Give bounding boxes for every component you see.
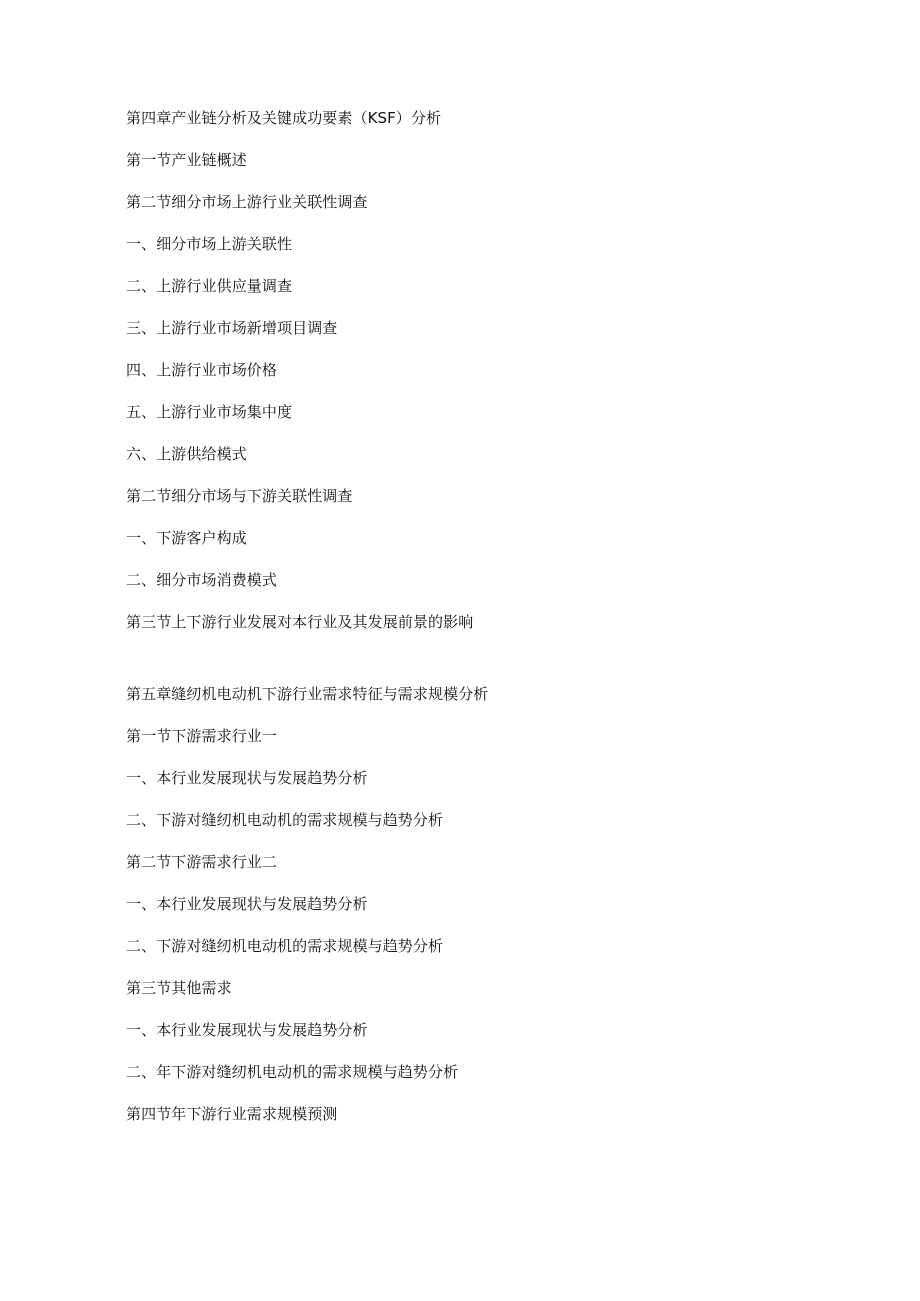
toc-line: 四、上游行业市场价格 [126, 361, 278, 379]
toc-line: 六、上游供给模式 [126, 445, 247, 463]
toc-line: 二、下游对缝纫机电动机的需求规模与趋势分析 [126, 811, 444, 829]
toc-line: 二、下游对缝纫机电动机的需求规模与趋势分析 [126, 937, 444, 955]
table-of-contents [126, 106, 826, 1144]
chapter-4-title: 第四章产业链分析及关键成功要素（KSF）分析 [126, 109, 442, 127]
toc-line: 二、年下游对缝纫机电动机的需求规模与趋势分析 [126, 1063, 459, 1081]
toc-line: 第二节细分市场上游行业关联性调查 [126, 193, 368, 211]
chapter-spacer [126, 652, 826, 682]
toc-line: 三、上游行业市场新增项目调查 [126, 319, 338, 337]
toc-line: 一、本行业发展现状与发展趋势分析 [126, 1021, 368, 1039]
toc-line: 第二节下游需求行业二 [126, 853, 278, 871]
toc-line: 第三节上下游行业发展对本行业及其发展前景的影响 [126, 613, 474, 631]
toc-line: 一、本行业发展现状与发展趋势分析 [126, 895, 368, 913]
toc-line: 第四节年下游行业需求规模预测 [126, 1105, 338, 1123]
toc-line: 第一节产业链概述 [126, 151, 247, 169]
toc-line: 一、本行业发展现状与发展趋势分析 [126, 769, 368, 787]
chapter-5-title: 第五章缝纫机电动机下游行业需求特征与需求规模分析 [126, 685, 489, 703]
toc-line: 二、细分市场消费模式 [126, 571, 278, 589]
toc-line: 第二节细分市场与下游关联性调查 [126, 487, 353, 505]
toc-line: 五、上游行业市场集中度 [126, 403, 293, 421]
toc-line: 第三节其他需求 [126, 979, 232, 997]
toc-line: 第一节下游需求行业一 [126, 727, 278, 745]
toc-line: 二、上游行业供应量调查 [126, 277, 293, 295]
toc-line: 一、下游客户构成 [126, 529, 247, 547]
toc-line: 一、细分市场上游关联性 [126, 235, 293, 253]
